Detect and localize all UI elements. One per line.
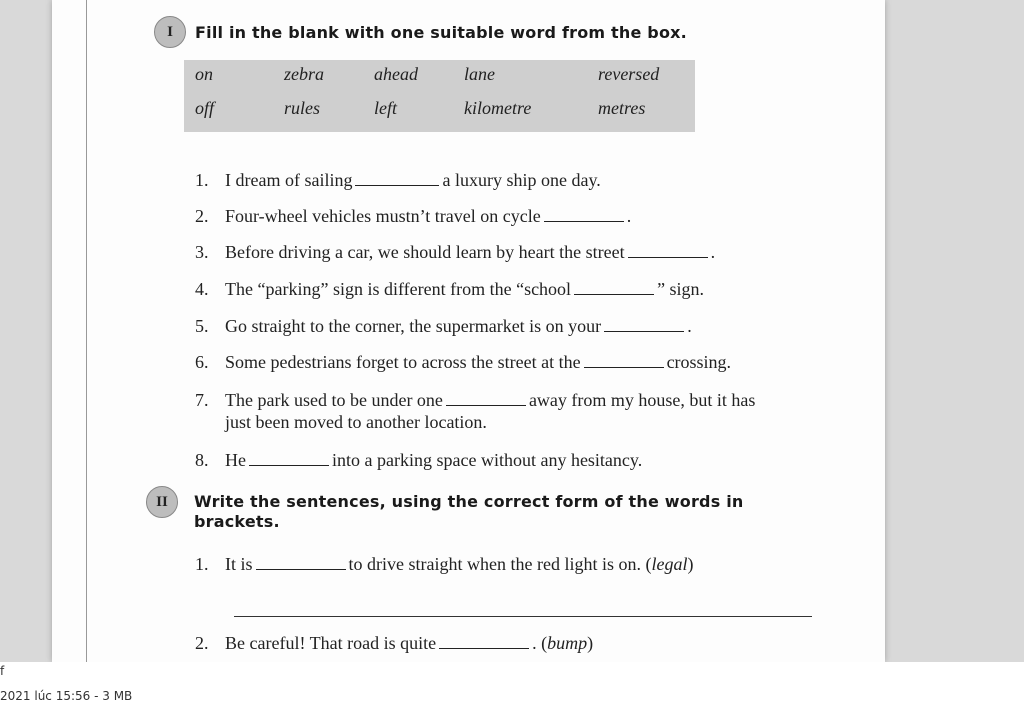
question-1-8: 8. He into a parking space without any hesitancy.	[195, 450, 643, 470]
section-1-title: Fill in the blank with one suitable word from the box.	[195, 23, 687, 42]
word-box-word: ahead	[374, 64, 418, 84]
question-1-4: 4. The “parking” sign is different from the “school ” sign.	[195, 279, 705, 299]
question-1-7-line2: just been moved to another location.	[225, 412, 487, 432]
answer-blank[interactable]	[355, 171, 439, 186]
word-box-word: off	[195, 98, 215, 118]
question-2-2: 2. Be careful! That road is quite . (bump)	[195, 633, 594, 653]
answer-blank[interactable]	[604, 317, 684, 332]
word-box-word: reversed	[598, 64, 660, 84]
attachment-caption-area	[0, 662, 1024, 722]
answer-blank[interactable]	[249, 451, 329, 466]
word-box	[184, 60, 695, 132]
word-box-word: lane	[464, 64, 495, 84]
word-box-word: rules	[284, 98, 320, 118]
word-box-word: metres	[598, 98, 646, 118]
page-margin-line	[86, 0, 87, 662]
question-1-6: 6. Some pedestrians forget to across the street at the crossing.	[195, 352, 732, 372]
answer-blank[interactable]	[584, 353, 664, 368]
question-1-2: 2. Four-wheel vehicles mustn’t travel on cycle .	[195, 206, 632, 226]
author-name-fragment: f	[0, 664, 5, 678]
answer-blank[interactable]	[446, 391, 526, 406]
answer-blank[interactable]	[574, 280, 654, 295]
word-box-word: kilometre	[464, 98, 532, 118]
answer-blank[interactable]	[439, 634, 529, 649]
question-1-7: 7. The park used to be under one away from my house, but it has	[195, 390, 756, 410]
word-box-word: on	[195, 64, 213, 84]
attachment-meta: 2021 lúc 15:56 - 3 MB	[0, 689, 133, 703]
question-1-5: 5. Go straight to the corner, the supermarket is on your .	[195, 316, 692, 336]
question-2-1: 1. It is to drive straight when the red light is on. (legal)	[195, 554, 694, 574]
word-box-word: left	[374, 98, 397, 118]
answer-writing-line[interactable]	[234, 616, 812, 617]
section-2-title: Write the sentences, using the correct form of the words in	[194, 492, 744, 511]
section-2-badge: II	[146, 486, 178, 518]
question-1-3: 3. Before driving a car, we should learn by heart the street .	[195, 242, 716, 262]
answer-blank[interactable]	[628, 243, 708, 258]
answer-blank[interactable]	[544, 207, 624, 222]
question-1-1: 1. I dream of sailing a luxury ship one day.	[195, 170, 601, 190]
section-1-badge: I	[154, 16, 186, 48]
section-2-title-line2: brackets.	[194, 512, 280, 531]
answer-blank[interactable]	[256, 555, 346, 570]
word-box-word: zebra	[284, 64, 324, 84]
